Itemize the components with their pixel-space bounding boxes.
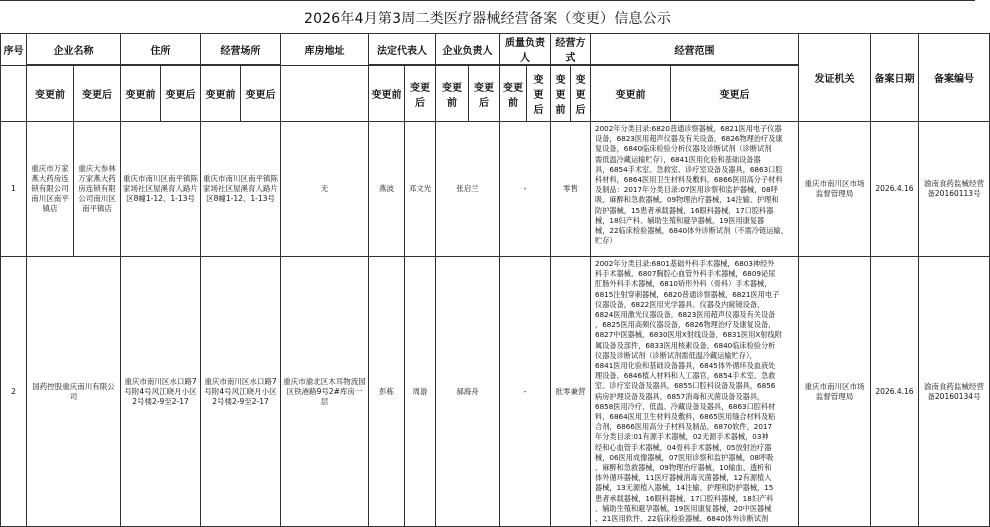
scope-line: 科材料，6864医用卫生材料及敷料，6866医用高分子材料 xyxy=(595,175,783,185)
scope-line: 料，6864医用卫生材料及敷料，6865医用缝合材料及粘 xyxy=(595,412,776,422)
header-head-before: 变更前 xyxy=(436,66,469,122)
scope-line: 患者承载器械，16眼科器械，17口腔科器械，18妇产科 xyxy=(595,493,774,503)
scope-line: 械，06医用成像器械，07医用诊察和监护器械，08呼吸 xyxy=(595,452,774,462)
header-legal-before: 变更前 xyxy=(369,66,405,122)
header-seq: 序号 xyxy=(1,34,27,66)
scope-line: 及制品：2017年分类目录:07医用诊察和监护器械，08呼 xyxy=(595,185,778,195)
row-date: 2026.4.16 xyxy=(871,122,919,257)
scope-line: 防护器械，15患者承载器械，16眼科器械，17口腔科器 xyxy=(595,205,774,215)
row-filing-no: 渝南食药监械经营备20160113号 xyxy=(919,122,990,257)
header-filing-date: 备案日期 xyxy=(871,34,919,122)
scope-line: 吸、麻醉和急救器械，09物理治疗器械，14注输、护理和 xyxy=(595,195,779,205)
row-residence: 重庆市南川区南平镇陈家场社区屋溪育人路片区8幢1-12、1-13号 xyxy=(121,122,201,257)
row-warehouse: 重庆市渝北区木耳物流园区铁港路9号2#库房一层 xyxy=(281,257,369,527)
scope-line: 2002年分类目录:6820普通诊察器械，6821医用电子仪器 xyxy=(595,124,782,133)
header-filing-no: 备案编号 xyxy=(919,34,990,122)
page-title: 2026年4月第3周二类医疗器械经营备案（变更）信息公示 xyxy=(0,0,975,34)
row-name-after: 国药控股重庆南川有限公司 xyxy=(27,257,121,527)
row-warehouse: 无 xyxy=(281,122,369,257)
header-business-site: 经营场所 xyxy=(201,34,281,65)
scope-line: 、麻醉和急救器械，09物理治疗器械，10输血、透析和 xyxy=(595,463,772,473)
header-seq-spacer xyxy=(1,66,27,122)
table-row xyxy=(1,257,990,527)
scope-line: 6858医用冷疗、低温、冷藏设备及器具，6863口腔科材 xyxy=(595,401,776,411)
scope-line: 肛肠外科手术器械，6810矫形外科（骨科）手术器械， xyxy=(595,279,772,289)
scope-line: 械，18妇产科、辅助生殖和避孕器械，19医用康复器 xyxy=(595,215,765,225)
header-scope-before: 变更前 xyxy=(591,66,671,122)
header-business-mode: 经营方式 xyxy=(551,34,591,65)
header-residence-after: 变更后 xyxy=(161,66,201,122)
header-site-before: 变更前 xyxy=(201,66,241,122)
header-head-after: 变更后 xyxy=(469,66,500,122)
scope-line: 具，6854手术室、急救室、诊疗室设备及器具，6863口腔 xyxy=(595,164,783,174)
header-business-scope: 经营范围 xyxy=(591,34,799,65)
scope-line: 2002年分类目录:6801基础外科手术器械，6803神经外 xyxy=(595,259,775,268)
scope-line: 仪器及诊断试剂（诊断试剂需低温冷藏运输贮存）， xyxy=(595,350,757,360)
row-scope-after xyxy=(591,257,799,527)
header-company-name: 企业名称 xyxy=(27,34,121,65)
scope-line: 、辅助生殖和避孕器械，19医用康复器械，20中医器械 xyxy=(595,503,772,513)
header-name-before: 变更前 xyxy=(27,66,74,122)
scope-line: 贮存） xyxy=(595,236,617,246)
row-legal-before: 彭栋 xyxy=(369,257,405,527)
scope-line: 经和心血管手术器械，04骨科手术器械，05放射治疗器 xyxy=(595,442,772,452)
scope-line: 体外循环器械，11医疗器械消毒灭菌器械，12有源植入 xyxy=(595,473,772,483)
header-mode-after: 变更后 xyxy=(571,66,591,122)
scope-line: 合剂，6866医用高分子材料及制品，6870软件，2017 xyxy=(595,422,773,432)
scope-line: 室、诊疗室设备及器具，6855口腔科设备及器具，6856 xyxy=(595,381,776,391)
row-seq: 2 xyxy=(1,257,27,527)
scope-line: 年分类目录:01有源手术器械，02无源手术器械，03神 xyxy=(595,432,769,442)
row-quality: - xyxy=(500,257,551,527)
scope-line: 器械，13无源植入器械，14注输、护理和防护器械，15 xyxy=(595,483,774,493)
header-name-after: 变更后 xyxy=(74,66,121,122)
scope-line: 6841医用化验和基础设备器具，6845体外循环及血液处 xyxy=(595,361,776,371)
row-name-after: 重庆大参林万家燕大药房连锁有限公司南川区南平镇店 xyxy=(74,122,121,257)
header-warehouse: 库房地址 xyxy=(281,34,369,66)
header-quality-before: 变更前 xyxy=(500,66,527,122)
row-residence: 重庆市南川区水口路7号附4号风江晓月小区2号楼2-9至2-17 xyxy=(121,257,201,527)
row-filing-no: 渝南食药监械经营备20160134号 xyxy=(919,257,990,527)
row-head-before: 郝海舟 xyxy=(436,257,500,527)
header-legal-rep: 法定代表人 xyxy=(369,34,436,65)
row-site: 重庆市南川区水口路7号附4号风江晓月小区2号楼2-9至2-17 xyxy=(201,257,281,527)
header-quality-head: 质量负责人 xyxy=(500,34,551,65)
table-row xyxy=(1,122,990,257)
scope-line: 理设备，6846植入材料和人工器官，6854手术室、急救 xyxy=(595,371,776,381)
header-residence: 住所 xyxy=(121,34,201,65)
header-issuer: 发证机关 xyxy=(799,34,871,122)
row-date: 2026.4.16 xyxy=(871,257,919,527)
header-warehouse-spacer xyxy=(281,66,369,122)
scope-line: 6827中医器械，6830医用X射线设备，6831医用X射线附 xyxy=(595,330,782,340)
scope-line: 复设备，6840临床检验分析仪器及诊断试剂（诊断试剂 xyxy=(595,144,772,154)
row-quality: - xyxy=(500,122,551,257)
scope-line: 6815注射穿刺器械，6820普通诊察器械，6821医用电子 xyxy=(595,289,780,299)
row-mode-after: 批零兼营 xyxy=(551,257,591,527)
scope-line: 械，22临床检验器械，6840体外诊断试剂（不需冷链运输、 xyxy=(595,226,788,236)
row-issuer: 重庆市南川区市场监督管理局 xyxy=(799,257,871,527)
row-legal-before: 燕波 xyxy=(369,122,405,257)
row-issuer: 重庆市南川区市场监督管理局 xyxy=(799,122,871,257)
row-name-before: 重庆市万家燕大药房连锁有限公司南川区南平镇店 xyxy=(27,122,74,257)
header-company-head: 企业负责人 xyxy=(436,34,500,65)
scope-line: 属设备及部件，6833医用核素设备，6840临床检验分析 xyxy=(595,340,776,350)
scope-line: ，6825医用高频仪器设备，6826物理治疗及康复设备， xyxy=(595,320,776,330)
scope-line: 6824医用激光仪器设备，6823医用超声仪器及有关设备 xyxy=(595,310,776,320)
header-scope-after: 变更后 xyxy=(671,66,799,122)
header-quality-after: 变更后 xyxy=(527,66,551,122)
header-site-after: 变更后 xyxy=(241,66,281,122)
row-mode-after: 零售 xyxy=(551,122,591,257)
row-legal-after: 邓文光 xyxy=(405,122,436,257)
scope-line: 需低温冷藏运输贮存），6841医用化验和基础设备器 xyxy=(595,154,761,164)
filing-table xyxy=(0,33,990,527)
scope-line: 、21医用软件、22临床检验器械、6840体外诊断试剂 xyxy=(595,514,769,524)
row-scope-after xyxy=(591,122,799,257)
row-site: 重庆市南川区南平镇陈家场社区屋溪育人路片区8幢1-12、1-13号 xyxy=(201,122,281,257)
header-mode-before: 变更前 xyxy=(551,66,571,122)
scope-line: 设备，6823医用超声仪器及有关设备，6826物理治疗及康 xyxy=(595,134,783,144)
scope-line: 科手术器械，6807胸腔心血管外科手术器械，6809泌尿 xyxy=(595,269,776,279)
row-legal-after: 周游 xyxy=(405,257,436,527)
header-legal-after: 变更后 xyxy=(405,66,436,122)
row-head-before: 张启兰 xyxy=(436,122,500,257)
scope-line: 仪器设备，6822医用光学器具、仪器及内窥镜设备， xyxy=(595,299,765,309)
row-seq: 1 xyxy=(1,122,27,257)
scope-line: 病房护理设备及器具，6857消毒和灭菌设备及器具， xyxy=(595,391,765,401)
header-residence-before: 变更前 xyxy=(121,66,161,122)
